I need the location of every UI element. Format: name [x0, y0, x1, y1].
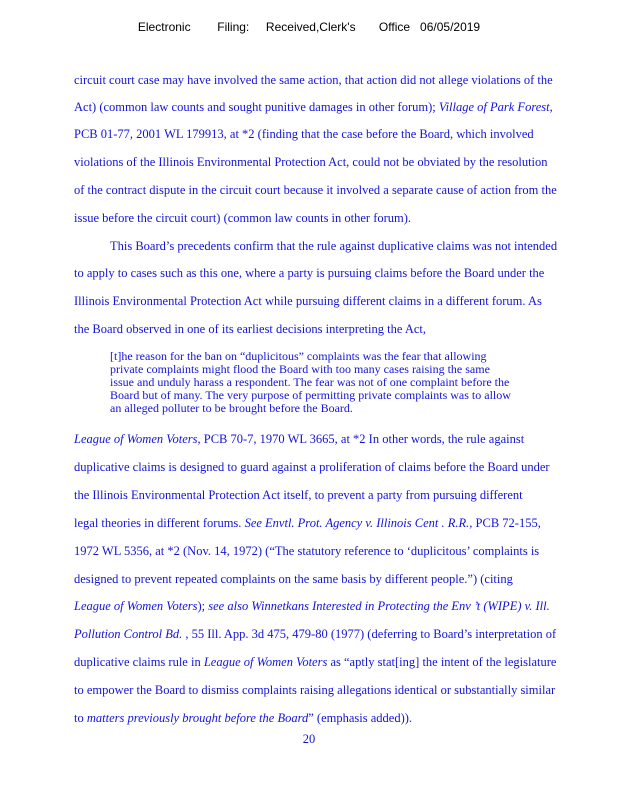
text-line: to apply to cases such as this one, where a party is pursuing claims before the Board under the: [74, 266, 545, 280]
case-citation: See Envtl. Prot. Agency v. Illinois Cent . R.R.: [244, 516, 470, 530]
text-line: duplicative claims rule in League of Women Voters as “aptly stat[ing] the intent of the legislature: [74, 655, 557, 669]
case-citation: Village of Park Forest: [438, 100, 550, 114]
text-line: League of Women Voters, PCB 70-7, 1970 WL 3665, at *2 In other words, the rule against: [74, 432, 525, 446]
text-line: Illinois Environmental Protection Act while pursuing different claims in a different forum. As: [74, 294, 542, 308]
text-line: of the contract dispute in the circuit court because it involved a separate cause of action from the: [74, 183, 557, 197]
case-citation: Pollution Control Bd.: [74, 627, 183, 641]
block-quote-line: issue and unduly harass a respondent. The fear was not of one complaint before the: [110, 375, 510, 389]
text-line: Act) (common law counts and sought punitive damages in other forum); Village of Park Forest,: [74, 100, 553, 114]
text-line: to empower the Board to dismiss complaints raising allegations identical or substantially similar: [74, 683, 556, 697]
text-line: designed to prevent repeated complaints on the same basis by different people.”) (citing: [74, 572, 513, 586]
filing-header: Electronic Filing: Received,Clerk's Office 06/05/2019: [137, 20, 481, 34]
block-quote-line: [t]he reason for the ban on “duplicitous” complaints was the fear that allowing: [110, 349, 487, 363]
text-line: League of Women Voters); see also Winnetkans Interested in Protecting the Env ’t (WIPE) v. Ill.: [74, 599, 550, 613]
text-line: to matters previously brought before the Board” (emphasis added)).: [74, 711, 413, 725]
text-line: PCB 01-77, 2001 WL 179913, at *2 (finding that the case before the Board, which involved: [74, 127, 534, 141]
paragraph-start: This Board’s precedents confirm that the rule against duplicative claims was not intended: [110, 239, 558, 253]
text-line: 1972 WL 5356, at *2 (Nov. 14, 1972) (“The statutory reference to ‘duplicitous’ complaints is: [74, 544, 540, 558]
text-line: issue before the circuit court) (common law counts in other forum).: [74, 211, 412, 225]
text-line: the Illinois Environmental Protection Act itself, to prevent a party from pursuing different: [74, 488, 523, 502]
block-quote-line: private complaints might flood the Board with too many cases raising the same: [110, 362, 490, 376]
case-citation: League of Women Voters: [203, 655, 328, 669]
block-quote-line: Board but of many. The very purpose of permitting private complaints was to allow: [110, 388, 511, 402]
case-citation: League of Women Voters: [74, 599, 198, 613]
text-line: circuit court case may have involved the same action, that action did not allege violations of the: [74, 73, 553, 87]
emphasized-quote: matters previously brought before the Board: [86, 711, 309, 725]
block-quote-line: an alleged polluter to be brought before the Board.: [110, 401, 353, 415]
text-line: the Board observed in one of its earliest decisions interpreting the Act,: [74, 322, 426, 336]
case-citation: League of Women Voters: [74, 432, 198, 446]
text-line: Pollution Control Bd. , 55 Ill. App. 3d 475, 479-80 (1977) (deferring to Board’s interpretation of: [74, 627, 557, 641]
text-line: duplicative claims is designed to guard against a proliferation of claims before the Board under: [74, 460, 550, 474]
text-line: violations of the Illinois Environmental Protection Act, could not be obviated by the resolution: [74, 155, 548, 169]
page-number: 20: [302, 732, 316, 746]
case-citation: see also Winnetkans Interested in Protecting the Env ’t (WIPE) v. Ill.: [208, 599, 550, 613]
text-line: legal theories in different forums. See Envtl. Prot. Agency v. Illinois Cent . R.R., PCB 72-155,: [74, 516, 541, 530]
